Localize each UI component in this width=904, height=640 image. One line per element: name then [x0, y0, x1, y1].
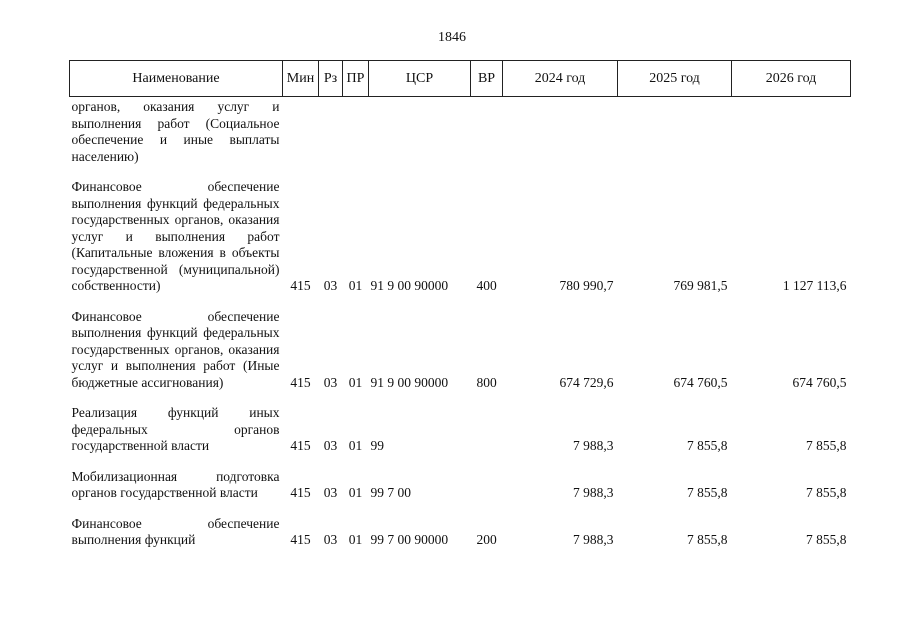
row-min-cell: 415: [290, 532, 311, 547]
header-vr: ВР: [471, 61, 503, 97]
row-rz-cell: 03: [323, 438, 338, 453]
row-spacer-cell: [70, 455, 851, 469]
row-2024-cell: 674 729,6: [559, 374, 614, 390]
header-csr: ЦСР: [369, 61, 471, 97]
header-pr: ПР: [343, 61, 369, 97]
row-2025-cell: [618, 97, 732, 166]
row-csr-cell: 99: [370, 438, 384, 453]
row-name-cell: Реализация функций иных федеральных органов государственной власти: [71, 405, 280, 453]
row-2025-cell: 7 855,8: [687, 438, 728, 453]
row-spacer: [70, 165, 851, 179]
row-rz-cell: 03: [323, 278, 338, 293]
row-pr-cell: 01: [348, 532, 363, 547]
row-name-cell: Мобилизационная подготовка органов государственной власти: [71, 468, 280, 500]
table-row: [70, 469, 851, 502]
header-min: Мин: [283, 61, 319, 97]
row-2025-cell: 7 855,8: [687, 485, 728, 500]
row-csr-cell: 99 7 00: [370, 485, 411, 500]
row-spacer-cell: [70, 295, 851, 309]
header-2024: 2024 год: [503, 61, 618, 97]
row-min-cell: 415: [290, 438, 311, 453]
row-rz-cell: 03: [323, 532, 338, 547]
row-rz-cell: 03: [323, 374, 338, 390]
row-vr-cell: 200: [476, 532, 497, 547]
row-vr-cell: [471, 469, 503, 502]
row-spacer: [70, 502, 851, 516]
row-2026-cell: 7 855,8: [806, 438, 847, 453]
row-name-cell: Финансовое обеспечение выполнения функций федеральных государственных органов, оказания услуг и выполнения работ (Капитальные вложения в объекты государственной (муниципальной) собственности): [71, 179, 280, 293]
header-2026: 2026 год: [732, 61, 851, 97]
page-number: 1846: [438, 30, 466, 45]
table-row: [70, 516, 851, 549]
row-spacer-cell: [70, 502, 851, 516]
table-row: [70, 309, 851, 392]
row-2024-cell: 7 988,3: [573, 485, 614, 500]
row-rz-cell: 03: [323, 485, 338, 500]
row-pr-cell: 01: [348, 485, 363, 500]
row-vr-cell: [471, 97, 503, 166]
row-rz-cell: [319, 97, 343, 166]
row-min-cell: 415: [290, 485, 311, 500]
row-2025-cell: 7 855,8: [687, 532, 728, 547]
row-pr-cell: 01: [348, 278, 363, 293]
row-2024-cell: [503, 97, 618, 166]
row-2025-cell: 674 760,5: [673, 374, 728, 390]
row-spacer-cell: [70, 165, 851, 179]
table-row: [70, 97, 851, 166]
header-name: Наименование: [70, 61, 283, 97]
table-header-row: [70, 61, 851, 97]
row-2026-cell: 7 855,8: [806, 532, 847, 547]
budget-table: [69, 60, 851, 549]
row-2024-cell: 7 988,3: [573, 438, 614, 453]
row-name-cell: Финансовое обеспечение выполнения функций федеральных государственных органов, оказания услуг и выполнения работ (Иные бюджетные ассигнования): [71, 308, 280, 390]
row-name-cell: органов, оказания услуг и выполнения работ (Социальное обеспечение и иные выплаты населению): [71, 99, 280, 164]
row-2025-cell: 769 981,5: [673, 278, 728, 293]
header-2025: 2025 год: [618, 61, 732, 97]
table-row: [70, 179, 851, 295]
header-rz: Рз: [319, 61, 343, 97]
row-2024-cell: 780 990,7: [559, 278, 614, 293]
row-spacer: [70, 391, 851, 405]
row-spacer: [70, 455, 851, 469]
row-min-cell: [283, 97, 319, 166]
row-csr-cell: 91 9 00 90000: [370, 278, 449, 293]
row-spacer: [70, 295, 851, 309]
table-body: [70, 97, 851, 549]
row-pr-cell: 01: [348, 438, 363, 453]
table-row: [70, 405, 851, 455]
row-pr-cell: 01: [348, 374, 363, 390]
row-2024-cell: 7 988,3: [573, 532, 614, 547]
row-pr-cell: [343, 97, 369, 166]
row-vr-cell: [471, 405, 503, 455]
row-csr-cell: 91 9 00 90000: [370, 374, 449, 390]
row-2026-cell: 674 760,5: [792, 374, 847, 390]
row-spacer-cell: [70, 391, 851, 405]
row-csr-cell: [369, 97, 471, 166]
row-2026-cell: 1 127 113,6: [782, 278, 847, 293]
row-name-cell: Финансовое обеспечение выполнения функций: [71, 515, 280, 547]
row-2026-cell: 7 855,8: [806, 485, 847, 500]
row-min-cell: 415: [290, 374, 311, 390]
row-vr-cell: 400: [476, 278, 497, 293]
row-2026-cell: [732, 97, 851, 166]
row-min-cell: 415: [290, 278, 311, 293]
row-csr-cell: 99 7 00 90000: [370, 532, 449, 547]
budget-table-container: [69, 60, 850, 549]
row-vr-cell: 800: [476, 374, 497, 390]
